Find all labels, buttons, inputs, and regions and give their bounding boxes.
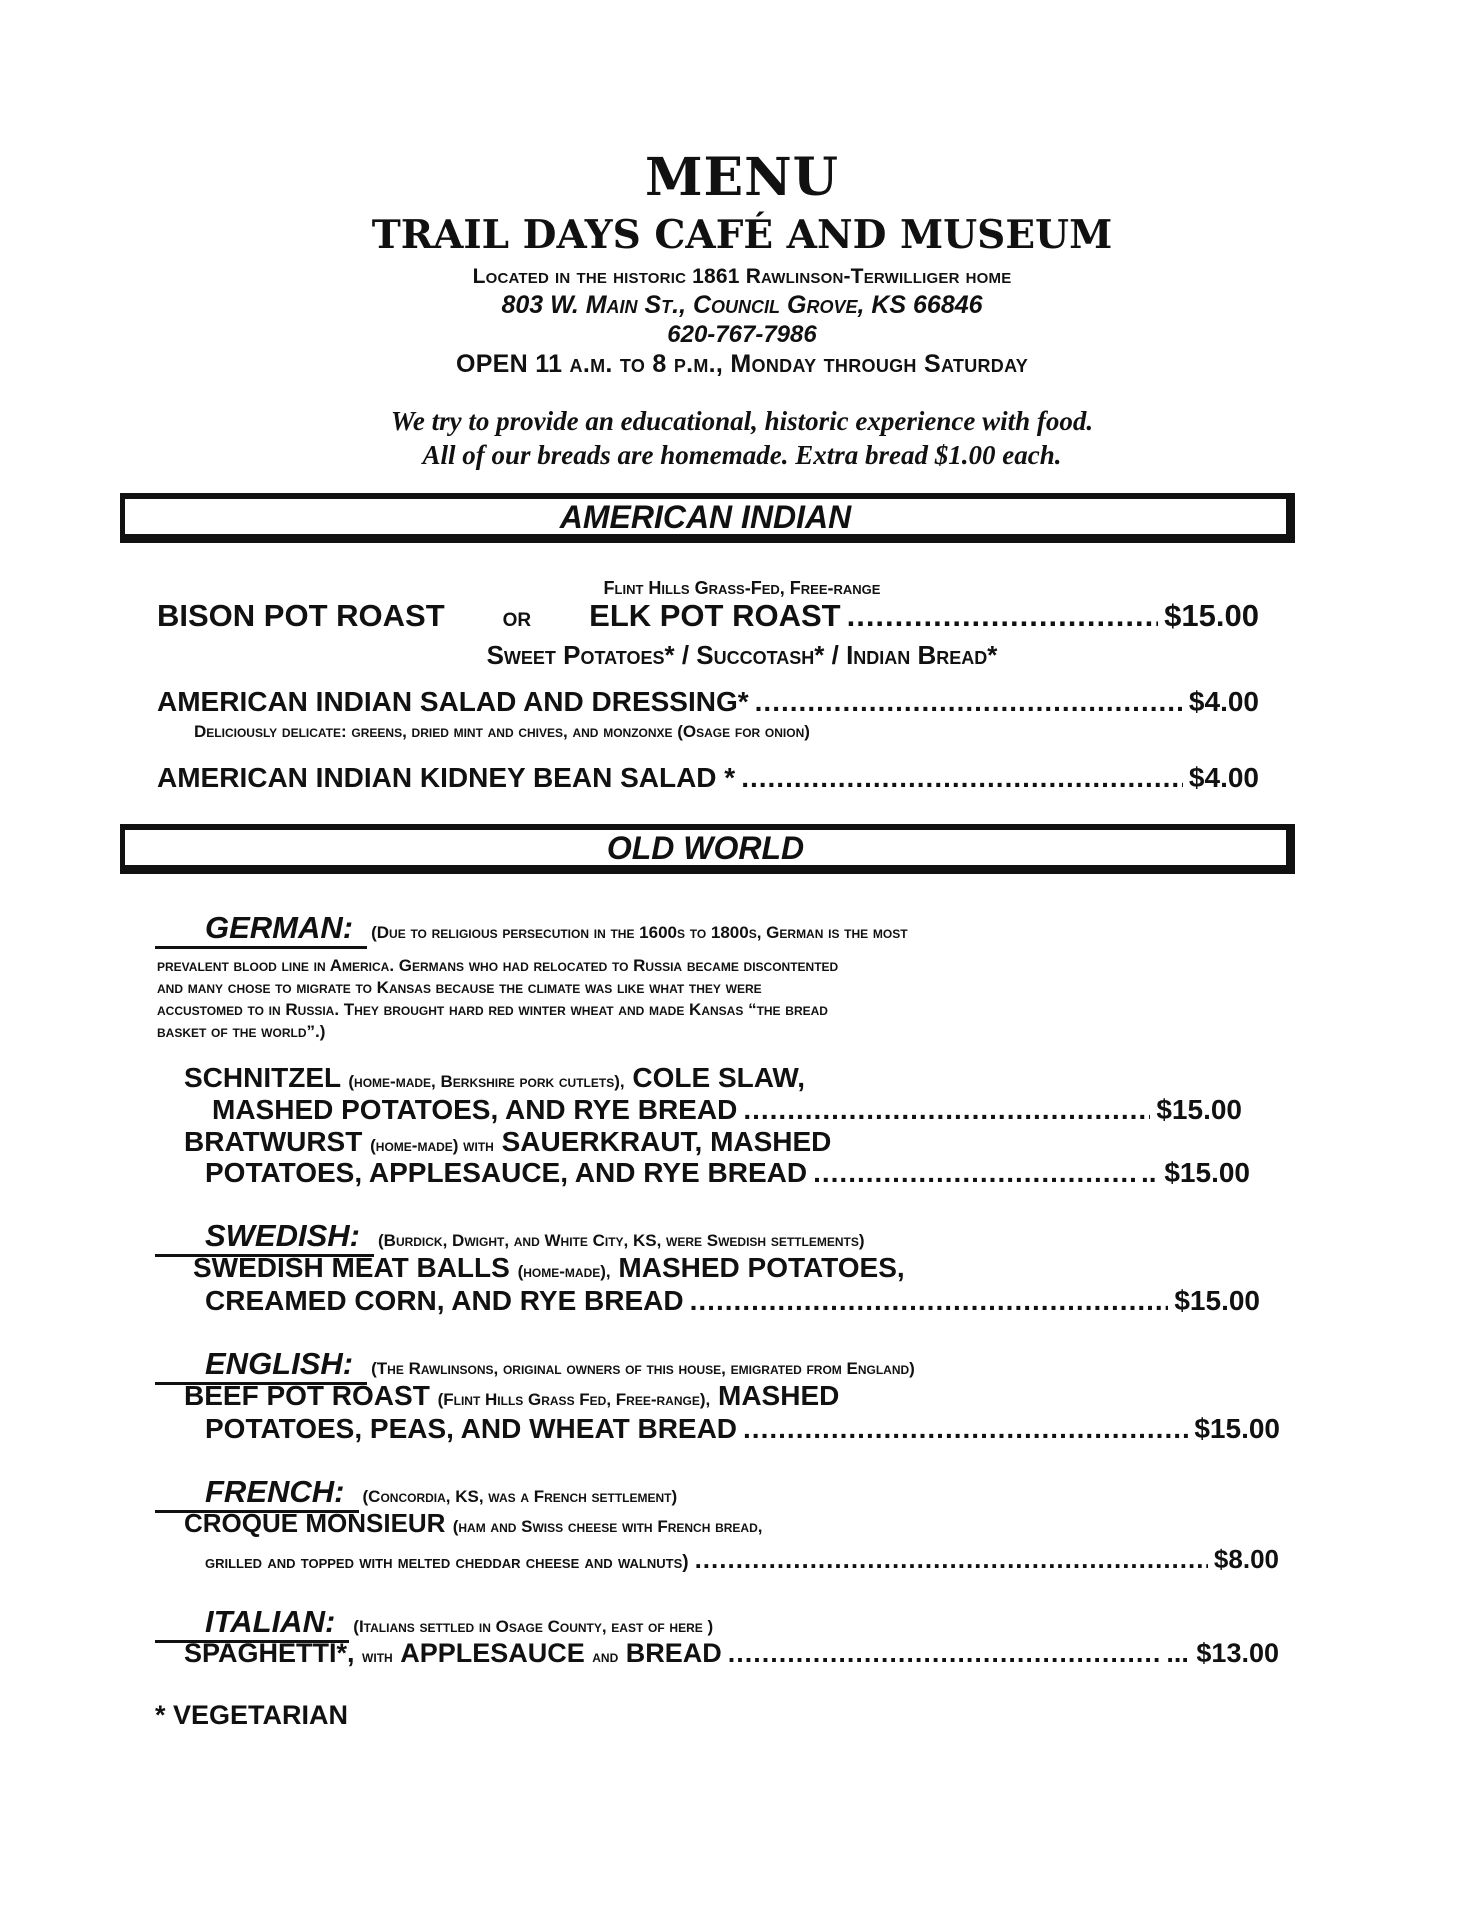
german-note-line: and many chose to migrate to Kansas because the climate was like what they were (157, 978, 762, 997)
dot-leader (690, 1285, 1169, 1317)
dot-leader (695, 1544, 1208, 1575)
item-price: $15.00 (1156, 1094, 1242, 1125)
cuisine-label-english: ENGLISH: (205, 1346, 354, 1381)
menu-item-beef-pot-roast-line-1 (184, 1380, 839, 1412)
section-header-old-world (120, 824, 1295, 874)
opening-hours: OPEN 11 a.m. to 8 p.m., Monday through Saturday (455, 350, 1029, 378)
swedish-note: (Burdick, Dwight, and White City, KS, were Swedish settlements) (378, 1231, 865, 1250)
item-price: $4.00 (1188, 686, 1259, 717)
section-header-american-indian (120, 493, 1295, 543)
cuisine-label-swedish: SWEDISH: (205, 1218, 360, 1253)
menu-item-schnitzel-line-2 (212, 1094, 1242, 1126)
bison-origin-note: Flint Hills Grass-Fed, Free-range (603, 578, 881, 598)
menu-item-swedish-meatballs-line-2 (205, 1285, 1260, 1317)
item-note: (home-made), (517, 1262, 611, 1281)
item-name-continued: MASHED (718, 1380, 840, 1411)
dot-leader (813, 1157, 1135, 1189)
item-name: SCHNITZEL (184, 1062, 341, 1093)
item-name: BEEF POT ROAST (184, 1380, 430, 1411)
section-title-american-indian: AMERICAN INDIAN (559, 499, 852, 535)
menu-item-croque-monsieur-line-1 (184, 1508, 762, 1539)
menu-item-schnitzel-line-1 (184, 1062, 805, 1094)
cuisine-header-german (155, 910, 908, 949)
item-name: AMERICAN INDIAN SALAD AND DRESSING* (157, 686, 749, 717)
item-price: $15.00 (1164, 598, 1259, 633)
item-name: BRATWURST (184, 1126, 363, 1157)
item-price: ... $13.00 (1166, 1638, 1279, 1668)
menu-title: MENU (644, 147, 840, 208)
menu-item-spaghetti (184, 1638, 1279, 1669)
vegetarian-legend: * VEGETARIAN (155, 1700, 349, 1730)
item-price: $15.00 (1174, 1285, 1260, 1316)
phone-number: 620-767-7986 (667, 321, 817, 348)
german-note-line: prevalent blood line in America. Germans who had relocated to Russia became discontented (157, 956, 839, 975)
item-price: $4.00 (1188, 762, 1259, 793)
item-name-continued: MASHED POTATOES, (618, 1252, 905, 1283)
bison-sides: Sweet Potatoes* / Succotash* / Indian Bread* (486, 640, 998, 670)
menu-item-bison-elk (157, 598, 1259, 634)
cuisine-label-german: GERMAN: (205, 910, 354, 945)
item-price: $8.00 (1213, 1544, 1279, 1574)
item-name-continued: CREAMED CORN, AND RYE BREAD (205, 1285, 684, 1316)
italian-note: (Italians settled in Osage County, east of here ) (353, 1617, 714, 1636)
salad-description: Deliciously delicate: greens, dried mint and chives, and monzonxe (Osage for onion) (194, 722, 810, 741)
item-price: .. $15.00 (1141, 1157, 1250, 1188)
german-note-first-line: (Due to religious persecution in the 1600s to 1800s, German is the most (371, 923, 908, 942)
dot-leader (743, 1094, 1150, 1126)
address-line: 803 W. Main St., Council Grove, KS 66846 (501, 291, 983, 319)
item-note: (Flint Hills Grass Fed, Free-range), (437, 1390, 711, 1409)
cafe-name: TRAIL DAYS CAFÉ AND MUSEUM (371, 212, 1113, 258)
tagline-educational: We try to provide an educational, historic experience with food. (390, 406, 1094, 436)
cuisine-label-italian: ITALIAN: (205, 1604, 336, 1639)
menu-item-indian-salad (157, 686, 1259, 718)
item-name-bison: BISON POT ROAST (157, 598, 445, 633)
german-history-note (157, 955, 1277, 1043)
item-description: grilled and topped with melted cheddar cheese and walnuts) (205, 1552, 689, 1573)
item-name-continued: BREAD (625, 1638, 722, 1668)
dot-leader (741, 762, 1183, 794)
dot-leader (755, 686, 1183, 718)
item-note: (home-made) with (370, 1136, 494, 1155)
or-separator: or (502, 602, 532, 632)
dot-leader (743, 1413, 1188, 1445)
item-name-continued: SAUERKRAUT, MASHED (501, 1126, 832, 1157)
item-note: (ham and Swiss cheese with French bread, (452, 1517, 763, 1536)
german-note-line: basket of the world”.) (157, 1022, 326, 1041)
item-note: (home-made, Berkshire pork cutlets), (348, 1072, 625, 1091)
menu-item-bratwurst-line-1 (184, 1126, 831, 1158)
tagline-breads: All of our breads are homemade. Extra bread $1.00 each. (422, 440, 1062, 470)
item-name: CROQUE MONSIEUR (184, 1508, 446, 1538)
item-name-continued: APPLESAUCE (400, 1638, 585, 1668)
item-price: $15.00 (1194, 1413, 1280, 1444)
english-note: (The Rawlinsons, original owners of this house, emigrated from England) (371, 1359, 915, 1378)
german-note-line: accustomed to in Russia. They brought hard red winter wheat and made Kansas “the bread (157, 1000, 828, 1019)
menu-item-swedish-meatballs-line-1 (193, 1252, 905, 1284)
item-name: SPAGHETTI*, (184, 1638, 355, 1668)
menu-item-croque-monsieur-line-2 (205, 1544, 1279, 1575)
menu-item-bratwurst-line-2 (205, 1157, 1250, 1189)
dot-leader (847, 598, 1159, 634)
item-name-continued: POTATOES, APPLESAUCE, AND RYE BREAD (205, 1157, 808, 1188)
item-name-continued: COLE SLAW, (632, 1062, 806, 1093)
section-title-old-world: OLD WORLD (606, 830, 805, 866)
french-note: (Concordia, KS, was a French settlement) (362, 1487, 678, 1506)
item-name-continued: MASHED POTATOES, AND RYE BREAD (212, 1094, 738, 1125)
item-name-elk: ELK POT ROAST (589, 598, 841, 633)
item-name: SWEDISH MEAT BALLS (193, 1252, 510, 1283)
menu-item-kidney-bean-salad (157, 762, 1259, 794)
item-name: AMERICAN INDIAN KIDNEY BEAN SALAD * (157, 762, 736, 793)
item-connector: with (362, 1647, 393, 1666)
location-line: Located in the historic 1861 Rawlinson-Terwilliger home (472, 265, 1012, 288)
menu-item-beef-pot-roast-line-2 (205, 1413, 1280, 1445)
item-name-continued: POTATOES, PEAS, AND WHEAT BREAD (205, 1413, 738, 1444)
cuisine-label-underline (155, 910, 367, 949)
dot-leader (728, 1638, 1161, 1669)
cuisine-label-french: FRENCH: (205, 1474, 345, 1509)
item-connector: and (592, 1647, 619, 1666)
